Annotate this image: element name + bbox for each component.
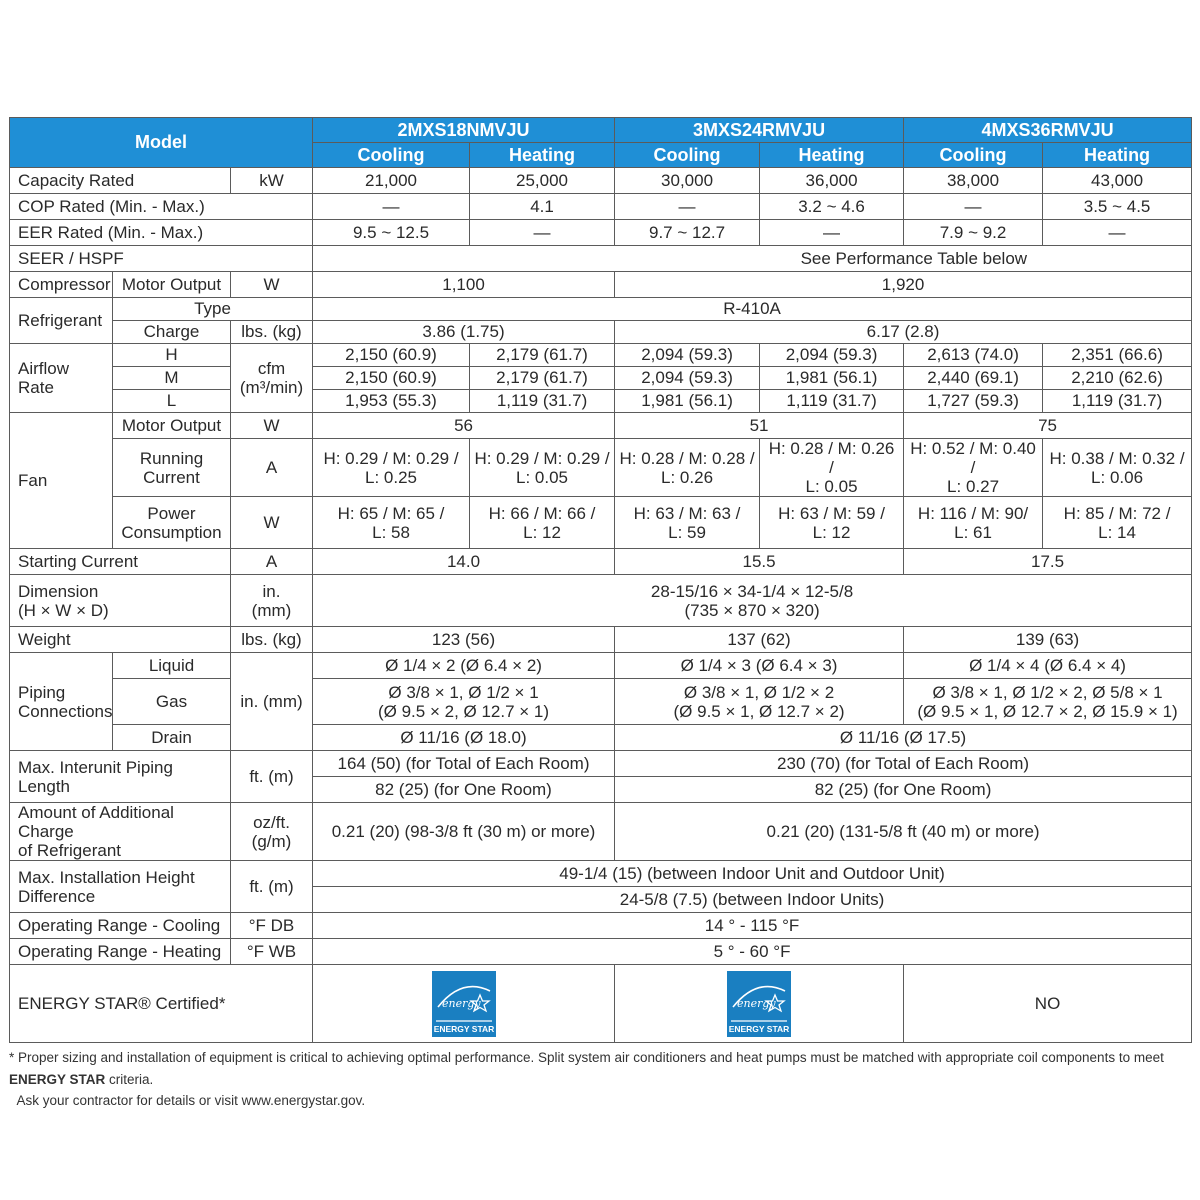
row-capacity (10, 168, 1192, 194)
cell: 123 (56) (313, 627, 615, 653)
unit-line: in. (262, 581, 281, 601)
cell-line: (Ø 9.5 × 1, Ø 12.7 × 2, Ø 15.9 × 1) (917, 701, 1178, 721)
cell (313, 439, 470, 497)
dimension-value (313, 575, 1192, 627)
fan-power-unit: W (231, 497, 313, 549)
cell-line: L: 58 (372, 522, 410, 542)
label-line: Piping (18, 682, 66, 702)
cell: 36,000 (760, 168, 904, 194)
cell: 30,000 (615, 168, 760, 194)
drain-label: Drain (113, 725, 231, 751)
cell: 137 (62) (615, 627, 904, 653)
row-starting-current (10, 549, 1192, 575)
cell: Ø 1/4 × 4 (Ø 6.4 × 4) (904, 653, 1192, 679)
cell-line: H: 63 / M: 63 / (633, 503, 741, 523)
unit-line: (mm) (251, 600, 292, 620)
cell-line: H: 65 / M: 65 / (337, 503, 445, 523)
cell: Ø 1/4 × 2 (Ø 6.4 × 2) (313, 653, 615, 679)
cell: 0.21 (20) (131-5/8 ft (40 m) or more) (615, 803, 1192, 861)
cell (615, 497, 760, 549)
label-line: Dimension (18, 581, 99, 601)
row-airflow-m (10, 367, 1192, 390)
energystar-cell (313, 965, 615, 1043)
logo-script-text: energy (441, 996, 481, 1010)
airflow-h-label: H (113, 344, 231, 367)
opheat-label: Operating Range - Heating (10, 939, 231, 965)
cell: 82 (25) (for One Room) (313, 777, 615, 803)
cell (904, 679, 1192, 725)
compressor-label: Compressor (10, 272, 113, 298)
fan-current-unit: A (231, 439, 313, 497)
cell: 2,150 (60.9) (313, 367, 470, 390)
cell-line: L: 12 (523, 522, 561, 542)
cell: 2,613 (74.0) (904, 344, 1043, 367)
cooling-header: Cooling (313, 143, 470, 168)
airflow-unit (231, 344, 313, 413)
cell-line: L: 12 (812, 522, 851, 542)
cell (615, 679, 904, 725)
cell-line: L: 0.06 (1091, 467, 1144, 487)
cell: 24-5/8 (7.5) (between Indoor Units) (313, 887, 1192, 913)
opcool-unit: °F DB (231, 913, 313, 939)
heating-header: Heating (1043, 143, 1192, 168)
cell-line: H: 85 / M: 72 / (1063, 503, 1171, 523)
cooling-header: Cooling (904, 143, 1043, 168)
cell: 56 (313, 413, 615, 439)
liquid-label: Liquid (113, 653, 231, 679)
row-additional-charge (10, 803, 1192, 861)
fan-motor-unit: W (231, 413, 313, 439)
model-header: Model (10, 118, 313, 168)
cell: — (1043, 220, 1192, 246)
label-line: Power (147, 503, 196, 523)
airflow-l-label: L (113, 390, 231, 413)
cell-line: (Ø 9.5 × 2, Ø 12.7 × 1) (378, 701, 550, 721)
model-4mxs36: 4MXS36RMVJU (904, 118, 1192, 143)
cell-line: L: 0.05 (516, 467, 569, 487)
cell: — (470, 220, 615, 246)
cell: 1,119 (31.7) (1043, 390, 1192, 413)
refrigerant-type-value: R-410A (313, 298, 1192, 321)
cell: 2,179 (61.7) (470, 344, 615, 367)
cell: 49-1/4 (15) (between Indoor Unit and Outdoor Unit) (313, 861, 1192, 887)
cell-line: H: 63 / M: 59 / (778, 503, 885, 523)
piping-unit: in. (mm) (231, 653, 313, 751)
cell (615, 439, 760, 497)
cell: 1,981 (56.1) (615, 390, 760, 413)
piping-label (10, 653, 113, 751)
cell (1043, 439, 1192, 497)
label-line: Amount of Additional Charge (18, 803, 174, 842)
cell-line: Ø 3/8 × 1, Ø 1/2 × 2, Ø 5/8 × 1 (932, 682, 1163, 702)
cell: 3.2 ~ 4.6 (760, 194, 904, 220)
height-unit: ft. (m) (231, 861, 313, 913)
cell: 25,000 (470, 168, 615, 194)
cell (313, 497, 470, 549)
cell-line: H: 0.28 / M: 0.28 / (619, 448, 755, 468)
footnote-text: criteria. (105, 1071, 154, 1087)
unit-line: cfm (257, 358, 286, 378)
cell-line: H: 0.28 / M: 0.26 / (768, 439, 895, 478)
cell: 0.21 (20) (98-3/8 ft (30 m) or more) (313, 803, 615, 861)
dimension-unit (231, 575, 313, 627)
cell-line: L: 61 (954, 522, 992, 542)
cell: — (904, 194, 1043, 220)
cell (904, 497, 1043, 549)
row-seer (10, 246, 1192, 272)
label-line: Difference (18, 886, 96, 906)
model-2mxs18: 2MXS18NMVJU (313, 118, 615, 143)
cell: 139 (63) (904, 627, 1192, 653)
cell: 43,000 (1043, 168, 1192, 194)
spec-table (9, 117, 1192, 1043)
cell-line: L: 0.27 (947, 477, 1000, 497)
fan-label: Fan (10, 413, 113, 549)
footnote-text: * Proper sizing and installation of equipment is critical to achieving optimal performance. Split system air conditioners and heat pumps must be matched with appropriate coil components to meet (9, 1050, 1164, 1065)
label-line: Consumption (121, 522, 222, 542)
cell: 1,100 (313, 272, 615, 298)
seer-label: SEER / HSPF (10, 246, 313, 272)
row-cop (10, 194, 1192, 220)
row-interunit-total (10, 751, 1192, 777)
cell: 3.5 ~ 4.5 (1043, 194, 1192, 220)
fan-current-label: Running Current (113, 439, 231, 497)
cell-line: H: 0.29 / M: 0.29 / (474, 448, 610, 468)
starting-unit: A (231, 549, 313, 575)
cell: 1,981 (56.1) (760, 367, 904, 390)
cell (904, 439, 1043, 497)
label-line: (H × W × D) (18, 600, 109, 620)
cell-line: H: 66 / M: 66 / (488, 503, 596, 523)
cell-line: Ø 3/8 × 1, Ø 1/2 × 2 (683, 682, 835, 702)
weight-label: Weight (10, 627, 231, 653)
cell-line: L: 0.05 (805, 477, 858, 497)
logo-text: ENERGY STAR (433, 1023, 494, 1034)
charge-unit: lbs. (kg) (231, 321, 313, 344)
cell: — (615, 194, 760, 220)
cooling-header: Cooling (615, 143, 760, 168)
cell: Ø 11/16 (Ø 17.5) (615, 725, 1192, 751)
cell-line: H: 0.52 / M: 0.40 / (910, 439, 1036, 478)
cell-line: H: 116 / M: 90/ (917, 503, 1029, 523)
cell: 2,094 (59.3) (615, 344, 760, 367)
energy-star-logo-icon (727, 971, 791, 1037)
row-piping-drain (10, 725, 1192, 751)
cell: Ø 1/4 × 3 (Ø 6.4 × 3) (615, 653, 904, 679)
opheat-unit: °F WB (231, 939, 313, 965)
row-airflow-l (10, 390, 1192, 413)
cell: 6.17 (2.8) (615, 321, 1192, 344)
row-fan-power (10, 497, 1192, 549)
cell: Ø 11/16 (Ø 18.0) (313, 725, 615, 751)
row-fan-current (10, 439, 1192, 497)
cell: 14 ° - 115 °F (313, 913, 1192, 939)
row-piping-liquid (10, 653, 1192, 679)
cell-line: L: 0.25 (365, 467, 418, 487)
cell: 2,440 (69.1) (904, 367, 1043, 390)
airflow-label: Airflow Rate (10, 344, 113, 413)
cell: 1,119 (31.7) (760, 390, 904, 413)
interunit-unit: ft. (m) (231, 751, 313, 803)
fan-power-label (113, 497, 231, 549)
cell-line: L: 59 (668, 522, 706, 542)
opcool-label: Operating Range - Cooling (10, 913, 231, 939)
cell: 1,920 (615, 272, 1192, 298)
row-refrigerant-charge (10, 321, 1192, 344)
row-fan-motor (10, 413, 1192, 439)
row-refrigerant-type (10, 298, 1192, 321)
cell: 1,119 (31.7) (470, 390, 615, 413)
cell: 17.5 (904, 549, 1192, 575)
cop-label: COP Rated (Min. - Max.) (10, 194, 313, 220)
cell: 5 ° - 60 °F (313, 939, 1192, 965)
cell: 230 (70) (for Total of Each Room) (615, 751, 1192, 777)
cell: 38,000 (904, 168, 1043, 194)
cell: 9.5 ~ 12.5 (313, 220, 470, 246)
cell: 2,150 (60.9) (313, 344, 470, 367)
cell-line: Ø 3/8 × 1, Ø 1/2 × 1 (388, 682, 539, 702)
cell-line: H: 0.38 / M: 0.32 / (1049, 448, 1185, 468)
row-eer (10, 220, 1192, 246)
cell: 2,351 (66.6) (1043, 344, 1192, 367)
heating-header: Heating (760, 143, 904, 168)
cell: 82 (25) (for One Room) (615, 777, 1192, 803)
energystar-no: NO (904, 965, 1192, 1043)
compressor-unit: W (231, 272, 313, 298)
model-3mxs24: 3MXS24RMVJU (615, 118, 904, 143)
energystar-cell (615, 965, 904, 1043)
row-piping-gas (10, 679, 1192, 725)
label-line: Connections (18, 701, 113, 721)
heating-header: Heating (470, 143, 615, 168)
row-weight (10, 627, 1192, 653)
cell-line: H: 0.29 / M: 0.29 / (323, 448, 459, 468)
cell: 2,210 (62.6) (1043, 367, 1192, 390)
row-height-1 (10, 861, 1192, 887)
cell: 2,094 (59.3) (760, 344, 904, 367)
refrigerant-type-label: Type (113, 298, 313, 321)
row-compressor (10, 272, 1192, 298)
seer-value: See Performance Table below (313, 246, 1192, 272)
footnote-bold: ENERGY STAR (9, 1071, 106, 1087)
eer-label: EER Rated (Min. - Max.) (10, 220, 313, 246)
airflow-m-label: M (113, 367, 231, 390)
gas-label: Gas (113, 679, 231, 725)
row-op-cooling (10, 913, 1192, 939)
capacity-label: Capacity Rated (10, 168, 231, 194)
row-energy-star (10, 965, 1192, 1043)
cell-line: L: 14 (1098, 522, 1136, 542)
cell-line: (735 × 870 × 320) (684, 600, 820, 620)
cell: 51 (615, 413, 904, 439)
row-dimension (10, 575, 1192, 627)
cell-line: (Ø 9.5 × 1, Ø 12.7 × 2) (673, 701, 845, 721)
label-line: of Refrigerant (18, 841, 121, 861)
cell-line: 28-15/16 × 34-1/4 × 12-5/8 (650, 581, 854, 601)
footnote-line2: Ask your contractor for details or visit www.energystar.gov. (16, 1093, 366, 1109)
header-row-models (10, 118, 1192, 143)
capacity-unit: kW (231, 168, 313, 194)
addcharge-unit: oz/ft. (g/m) (231, 803, 313, 861)
cell: 3.86 (1.75) (313, 321, 615, 344)
logo-script-text: energy (737, 996, 776, 1010)
cell: 75 (904, 413, 1192, 439)
logo-text: ENERGY STAR (728, 1023, 790, 1034)
label-line: Max. Installation Height (18, 867, 195, 887)
cell: — (313, 194, 470, 220)
starting-label: Starting Current (10, 549, 231, 575)
cell: 1,727 (59.3) (904, 390, 1043, 413)
cell: 2,094 (59.3) (615, 367, 760, 390)
cell: 1,953 (55.3) (313, 390, 470, 413)
addcharge-label (10, 803, 231, 861)
cell (1043, 497, 1192, 549)
fan-motor-label: Motor Output (113, 413, 231, 439)
cell-line: L: 0.26 (661, 467, 714, 487)
row-op-heating (10, 939, 1192, 965)
cell: 21,000 (313, 168, 470, 194)
energy-star-logo-icon (432, 971, 496, 1037)
cell (470, 497, 615, 549)
energystar-label: ENERGY STAR® Certified* (10, 965, 313, 1043)
cell: 7.9 ~ 9.2 (904, 220, 1043, 246)
cell: 15.5 (615, 549, 904, 575)
cell (470, 439, 615, 497)
compressor-sub: Motor Output (113, 272, 231, 298)
cell: 14.0 (313, 549, 615, 575)
row-airflow-h (10, 344, 1192, 367)
cell: 9.7 ~ 12.7 (615, 220, 760, 246)
cell: 2,179 (61.7) (470, 367, 615, 390)
dimension-label (10, 575, 231, 627)
refrigerant-label: Refrigerant (10, 298, 113, 344)
charge-label: Charge (113, 321, 231, 344)
cell (760, 497, 904, 549)
cell (760, 439, 904, 497)
interunit-label: Max. Interunit Piping Length (10, 751, 231, 803)
cell: 164 (50) (for Total of Each Room) (313, 751, 615, 777)
cell: 4.1 (470, 194, 615, 220)
unit-line: (m³/min) (239, 378, 304, 397)
height-label (10, 861, 231, 913)
cell: — (760, 220, 904, 246)
footnote (9, 1047, 1191, 1112)
cell (313, 679, 615, 725)
weight-unit: lbs. (kg) (231, 627, 313, 653)
